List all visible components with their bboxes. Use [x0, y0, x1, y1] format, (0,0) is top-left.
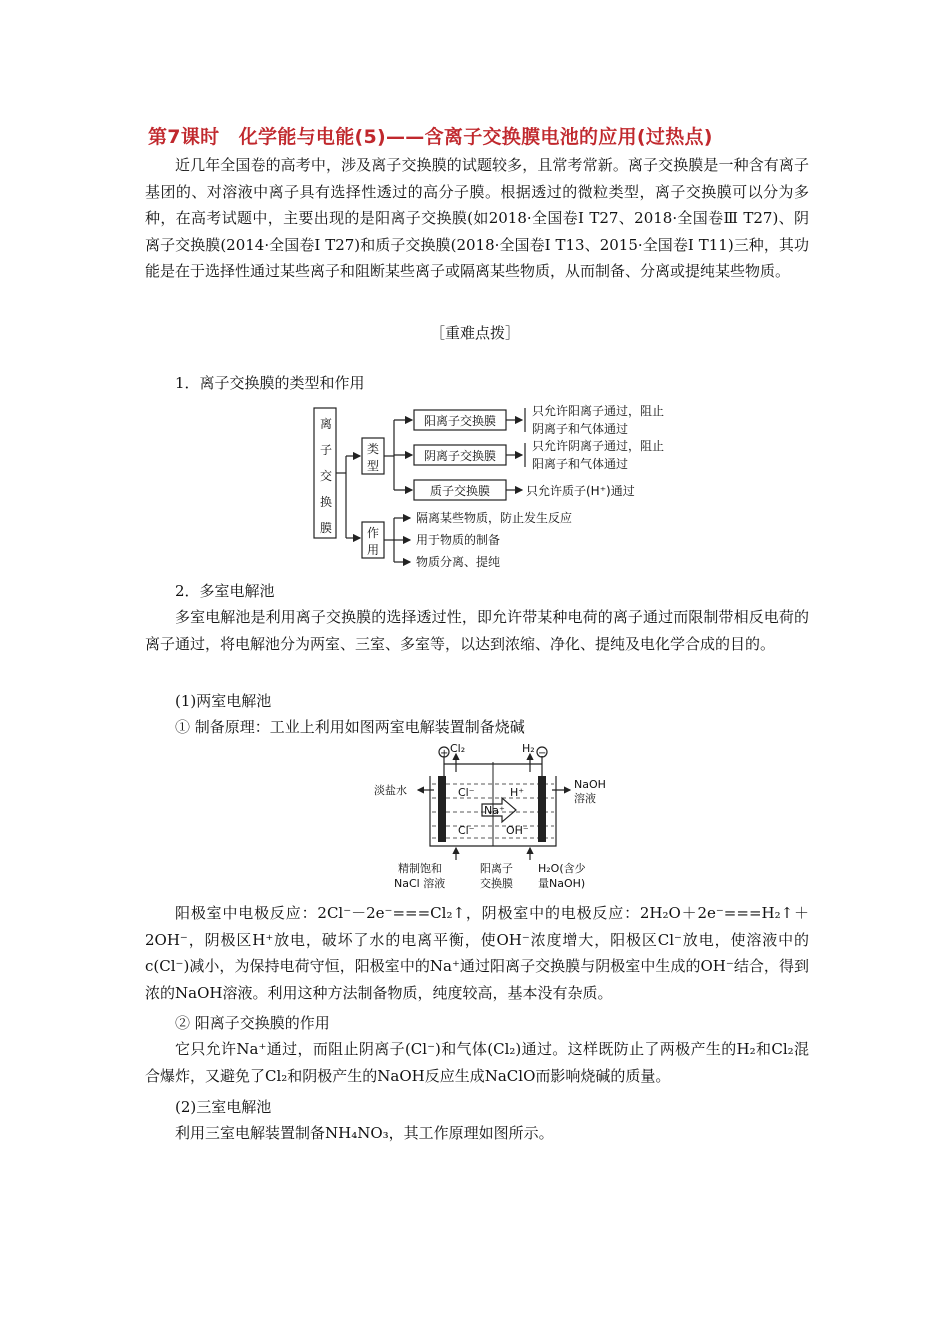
type-name: 质子交换膜: [430, 484, 491, 498]
membrane-role-paragraph: 它只允许Na⁺通过，而阻止阴离子(Cl⁻)和气体(Cl₂)通过。这样既防止了两极产生的H₂和Cl₂混合爆炸，又避免了Cl₂和阴极产生的NaOH反应生成NaClO而影响烧碱的质量。: [145, 1040, 809, 1085]
inlet-right-label: H₂O(含少: [538, 862, 586, 875]
three-chamber-line: 利用三室电解装置制备NH₄NO₃，其工作原理如图所示。: [175, 1124, 554, 1142]
h-ion: H⁺: [510, 786, 525, 799]
subsection-two-chamber: (1)两室电解池: [175, 692, 272, 710]
use-item: 物质分离、提纯: [416, 555, 501, 569]
root-char: 子: [320, 443, 333, 457]
type-desc: 阳离子和气体通过: [532, 457, 629, 471]
use-label: 用: [367, 543, 380, 557]
intro-paragraph: 近几年全国卷的高考中，涉及离子交换膜的试题较多，且常考常新。离子交换膜是一种含有离子基团的、对溶液中离子具有选择性透过的高分子膜。根据透过的微粒类型，离子交换膜可以分为多种，在高考试题中，主要出现的是阳离子交换膜(如2018·全国卷Ⅰ T27、2018·全国卷Ⅲ T27)、阴离子交换膜(2014·全国卷Ⅰ T27)和质子交换膜(2018·全国卷Ⅰ T13、2015·全国卷Ⅰ T11)三种，其功能是在于选择性通过某些离子和阻断某些离子或隔离某些物质，从而制备、分离或提纯某些物质。: [145, 156, 809, 281]
membrane-label: 阳离子: [480, 862, 513, 875]
oh-ion: OH⁻: [506, 824, 529, 837]
na-ion: Na⁺: [484, 804, 505, 817]
root-char: 换: [320, 495, 333, 509]
root-char: 交: [320, 469, 333, 483]
cl-ion: Cl⁻: [458, 824, 475, 837]
subsection-three-chamber: (2)三室电解池: [175, 1098, 272, 1116]
type-desc: 只允许质子(H⁺)通过: [526, 484, 635, 498]
minus-sign: −: [538, 748, 547, 759]
type-name: 阳离子交换膜: [424, 414, 497, 428]
plus-sign: +: [440, 748, 449, 759]
root-char: 膜: [320, 521, 333, 535]
membrane-role-heading: ② 阳离子交换膜的作用: [175, 1014, 330, 1032]
cl2-label: Cl₂: [450, 742, 466, 755]
reaction-paragraph: 阳极室中电极反应：2Cl⁻－2e⁻===Cl₂↑，阴极室中的电极反应：2H₂O＋2e⁻===H₂↑＋2OH⁻，阴极区H⁺放电，破坏了水的电离平衡，使OH⁻浓度增大，阳极区Cl⁻放电，使溶液中的c(Cl⁻)减小，为保持电荷守恒，阳极室中的Na⁺通过阳离子交换膜与阴极室中生成的OH⁻结合，得到浓的NaOH溶液。利用这种方法制备物质，纯度较高，基本没有杂质。: [145, 904, 809, 1002]
left-outlet-label: 淡盐水: [374, 784, 407, 797]
right-outlet-label: 溶液: [574, 792, 596, 805]
right-outlet-label: NaOH: [574, 778, 606, 791]
section2-paragraph: 多室电解池是利用离子交换膜的选择透过性，即允许带某种电荷的离子通过而限制带相反电荷的离子通过，将电解池分为两室、三室、多室等，以达到浓缩、净化、提纯及电化学合成的目的。: [145, 608, 809, 653]
type-desc: 只允许阴离子通过，阻止: [532, 439, 665, 453]
h2-label: H₂: [522, 742, 535, 755]
membrane-label: 交换膜: [480, 877, 513, 890]
two-chamber-cell-diagram: [370, 742, 620, 894]
membrane-types-diagram: [300, 398, 700, 578]
root-char: 离: [320, 417, 333, 431]
inlet-left-label: NaCl 溶液: [394, 877, 446, 890]
type-label: 类: [367, 442, 380, 456]
section1-heading: 1．离子交换膜的类型和作用: [175, 374, 365, 392]
use-label: 作: [367, 526, 380, 540]
section2-heading: 2．多室电解池: [175, 582, 275, 600]
inlet-right-label: 量NaOH): [538, 877, 586, 890]
type-label: 型: [367, 459, 380, 473]
type-name: 阴离子交换膜: [424, 449, 497, 463]
inlet-left-label: 精制饱和: [398, 862, 442, 875]
cl-ion: Cl⁻: [458, 786, 475, 799]
use-item: 用于物质的制备: [416, 533, 501, 547]
principle-line: ① 制备原理：工业上利用如图两室电解装置制备烧碱: [175, 718, 525, 736]
section-label: ［重难点拨］: [429, 324, 520, 342]
use-item: 隔离某些物质，防止发生反应: [416, 511, 573, 525]
page-title: 第7课时 化学能与电能(5)——含离子交换膜电池的应用(过热点): [148, 126, 713, 148]
type-desc: 阴离子和气体通过: [532, 422, 629, 436]
type-desc: 只允许阳离子通过，阻止: [532, 404, 665, 418]
